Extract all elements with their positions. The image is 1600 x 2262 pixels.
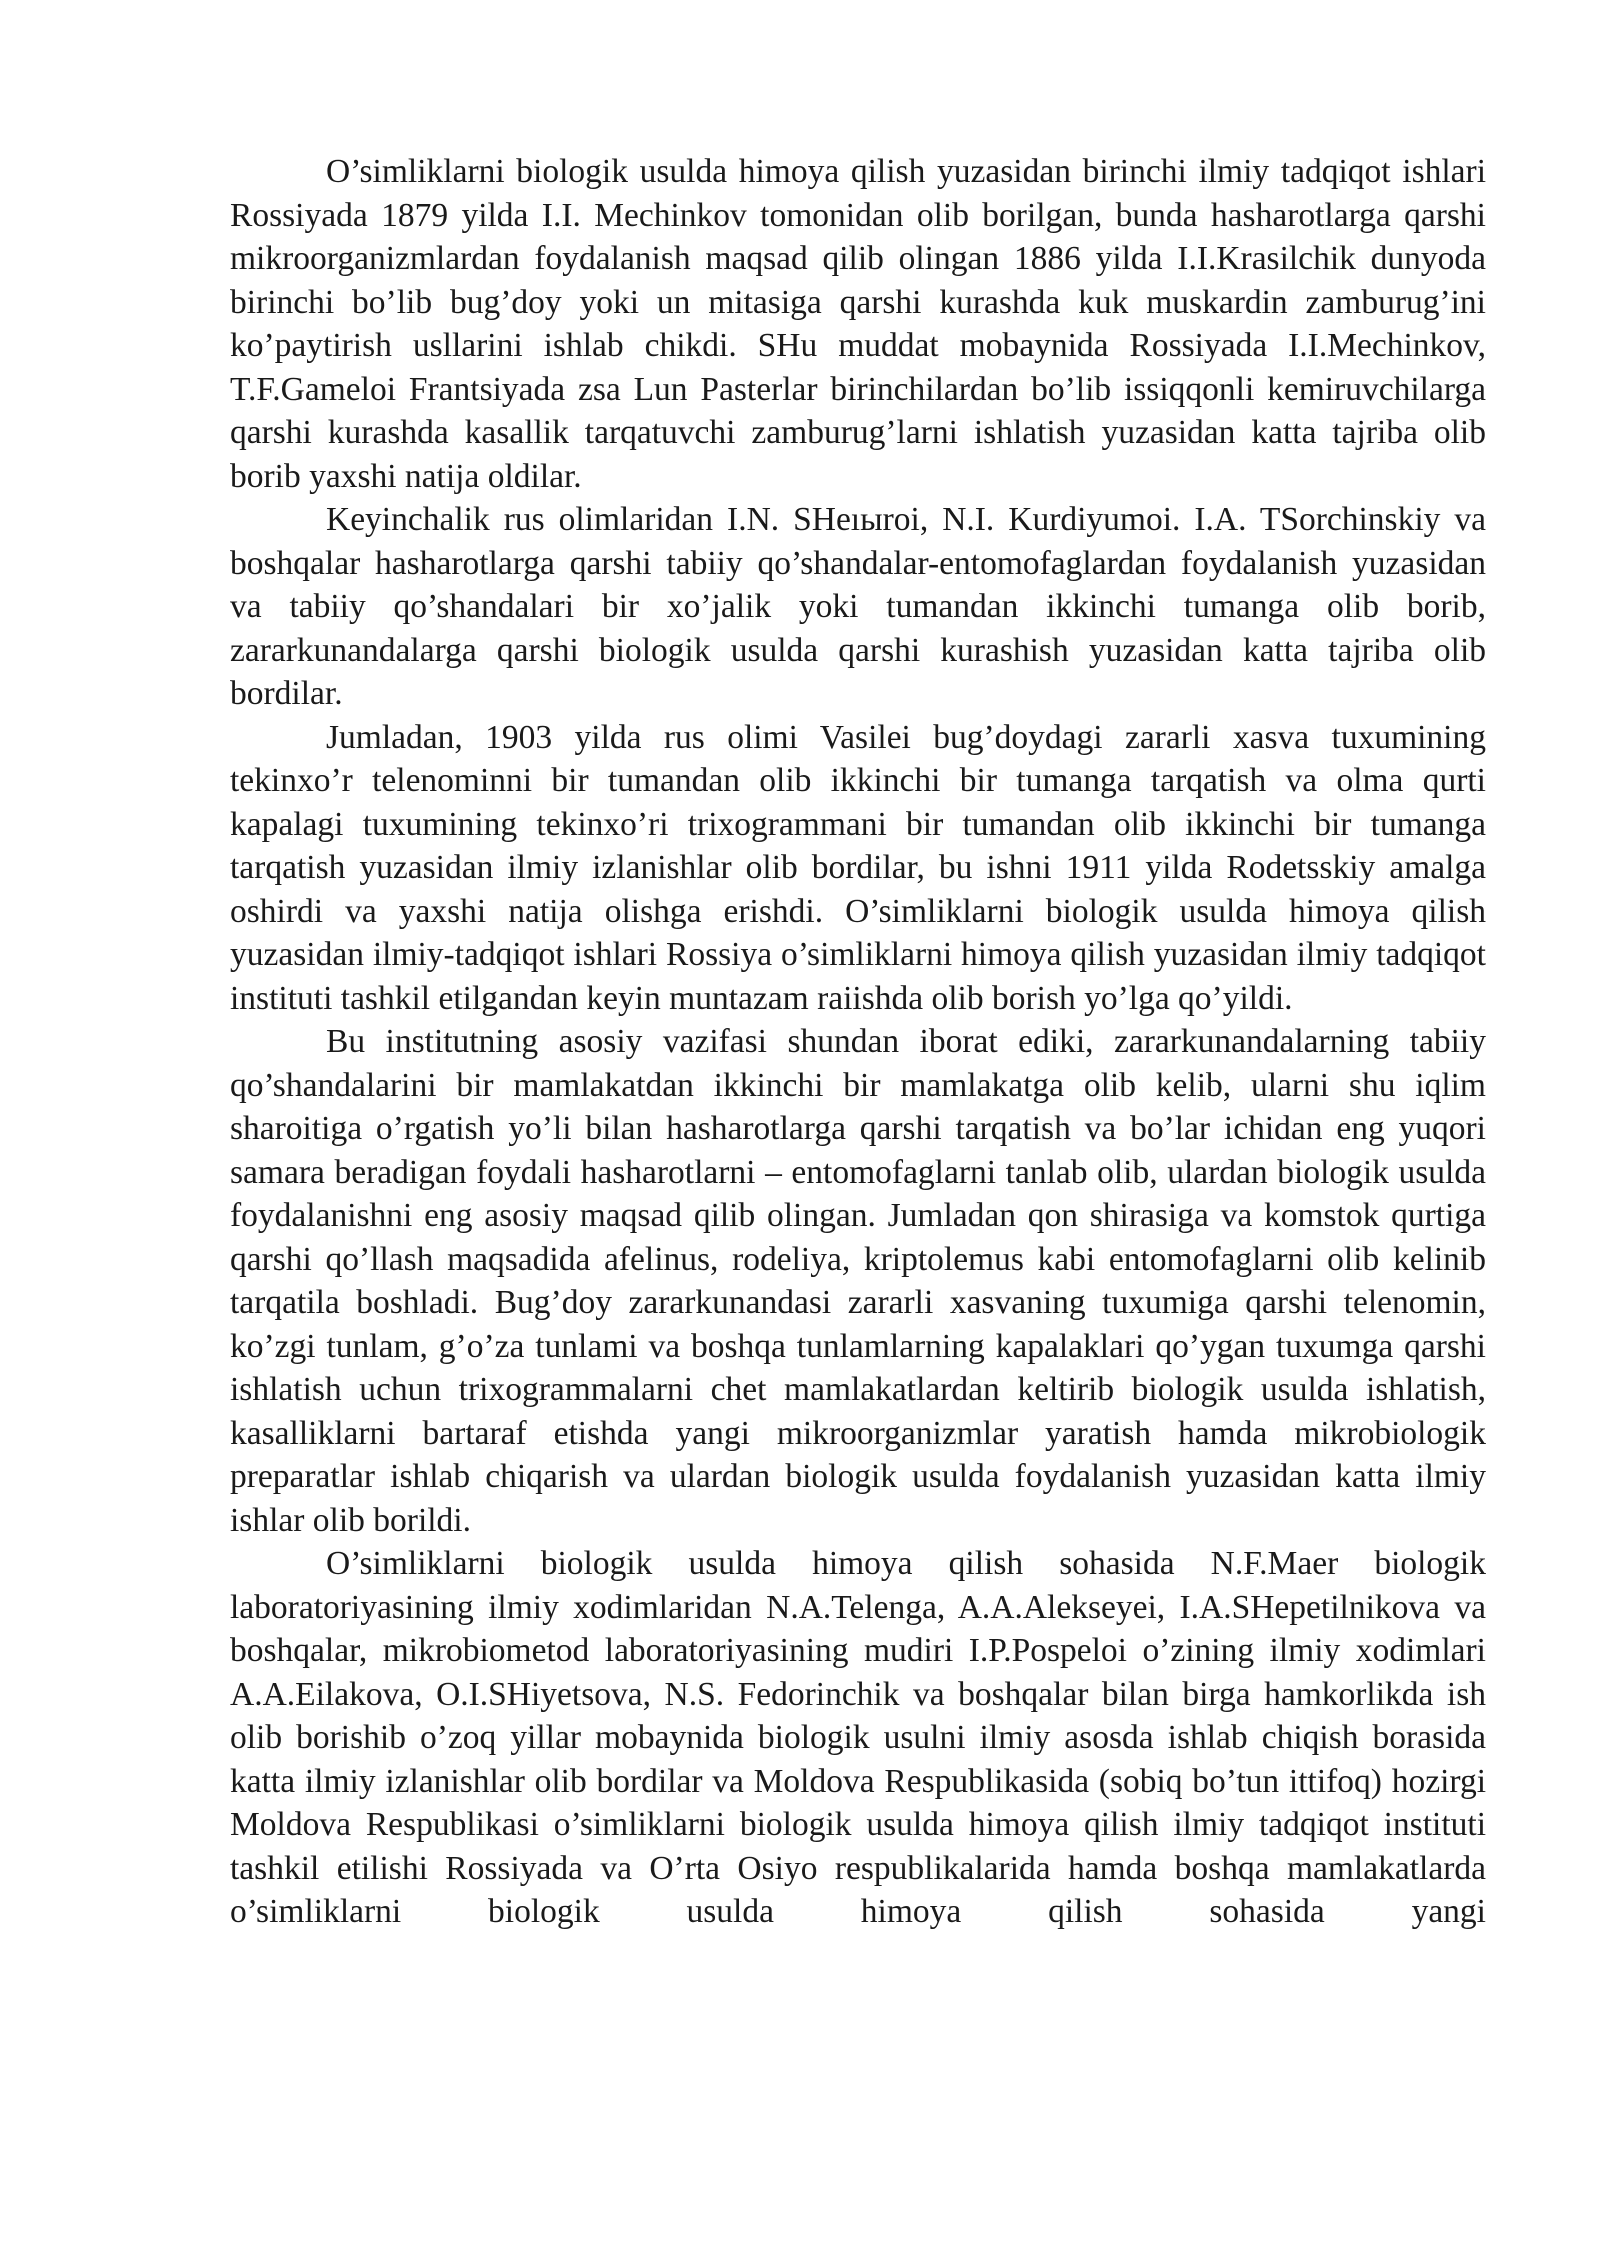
paragraph-3: Jumladan, 1903 yilda rus olimi Vasilei bug’doydagi zararli xasva tuxumining tekinxo’r telenominni bir tumandan olib ikkinchi bir tumanga tarqatish va olma qurti kapalagi tuxumining tekinxo’ri trixogrammani bir tumandan olib ikkinchi bir tumanga tarqatish yuzasidan ilmiy izlanishlar olib bordilar, bu ishni 1911 yilda Rodetsskiy amalga oshirdi va yaxshi natija olishga erishdi. O’simliklarni biologik usulda himoya qilish yuzasidan ilmiy-tadqiqot ishlari Rossiya o’simliklarni himoya qilish yuzasidan ilmiy tadqiqot instituti tashkil etilgandan keyin muntazam raiishda olib borish yo’lga qo’yildi.: [230, 718, 1486, 1017]
paragraph-1: O’simliklarni biologik usulda himoya qilish yuzasidan birinchi ilmiy tadqiqot ishlari Rossiyada 1879 yilda I.I. Mechinkov tomonidan olib borilgan, bunda hasharotlarga qarshi mikroorganizmlardan foydalanish maqsad qilib olingan 1886 yilda I.I.Krasilchik dunyoda birinchi bo’lib bug’doy yoki un mitasiga qarshi kurashda kuk muskardin zamburug’ini ko’paytirish usllarini ishlab chikdi. SHu muddat mobaynida Rossiyada I.I.Mechinkov, T.F.Gameloi Frantsiyada zsa Lun Pasterlar birinchilardan bo’lib issiqqonli kemiruvchilarga qarshi kurashda kasallik tarqatuvchi zamburug’larni ishlatish yuzasidan katta tajriba olib borib yaxshi natija oldilar.: [230, 153, 1486, 495]
document-page: [230, 150, 1486, 1934]
paragraph-5: O’simliklarni biologik usulda himoya qilish sohasida N.F.Maer biologik laboratoriyasining ilmiy xodimlaridan N.A.Telenga, A.A.Alekseyei, I.A.SHepetilnikova va boshqalar, mikrobiometod laboratoriyasining mudiri I.P.Pospeloi o’zining ilmiy xodimlari A.A.Eilakova, O.I.SHiyetsova, N.S. Fedorinchik va boshqalar bilan birga hamkorlikda ish olib borishib o’zoq yillar mobaynida biologik usulni ilmiy asosda ishlab chiqish borasida katta ilmiy izlanishlar olib bordilar va Moldova Respublikasida (sobiq bo’tun ittifoq) hozirgi Moldova Respublikasi o’simliklarni biologik usulda himoya qilish ilmiy tadqiqot instituti tashkil etilishi Rossiyada va O’rta Osiyo respublikalarida hamda boshqa mamlakatlarda o’simliklarni biologik usulda himoya qilish sohasida yangi: [230, 1545, 1486, 1930]
paragraph-4: Bu institutning asosiy vazifasi shundan iborat ediki, zararkunandalarning tabiiy qo’shandalarini bir mamlakatdan ikkinchi bir mamlakatga olib kelib, ularni shu iqlim sharoitiga o’rgatish yo’li bilan hasharotlarga qarshi tarqatish va bo’lar ichidan eng yuqori samara beradigan foydali hasharotlarni – entomofaglarni tanlab olib, ulardan biologik usulda foydalanishni eng asosiy maqsad qilib olingan. Jumladan qon shirasiga va komstok qurtiga qarshi qo’llash maqsadida afelinus, rodeliya, kriptolemus kabi entomofaglarni olib kelinib tarqatila boshladi. Bug’doy zararkunandasi zararli xasvaning tuxumiga qarshi telenomin, ko’zgi tunlam, g’o’za tunlami va boshqa tunlamlarning kapalaklari qo’ygan tuxumga qarshi ishlatish uchun trixogrammalarni chet mamlakatlardan keltirib biologik usulda ishlatish, kasalliklarni bartaraf etishda yangi mikroorganizmlar yaratish hamda mikrobiologik preparatlar ishlab chiqarish va ulardan biologik usulda foydalanish yuzasidan katta ilmiy ishlar olib borildi.: [230, 1023, 1486, 1539]
paragraph-2: Keyinchalik rus olimlaridan I.N. SHeıыroi, N.I. Kurdiyumoi. I.A. TSorchinskiy va boshqalar hasharotlarga qarshi tabiiy qo’shandalar-entomofaglardan foydalanish yuzasidan va tabiiy qo’shandalari bir xo’jalik yoki tumandan ikkinchi tumanga olib borib, zararkunandalarga qarshi biologik usulda qarshi kurashish yuzasidan katta tajriba olib bordilar.: [230, 501, 1486, 712]
